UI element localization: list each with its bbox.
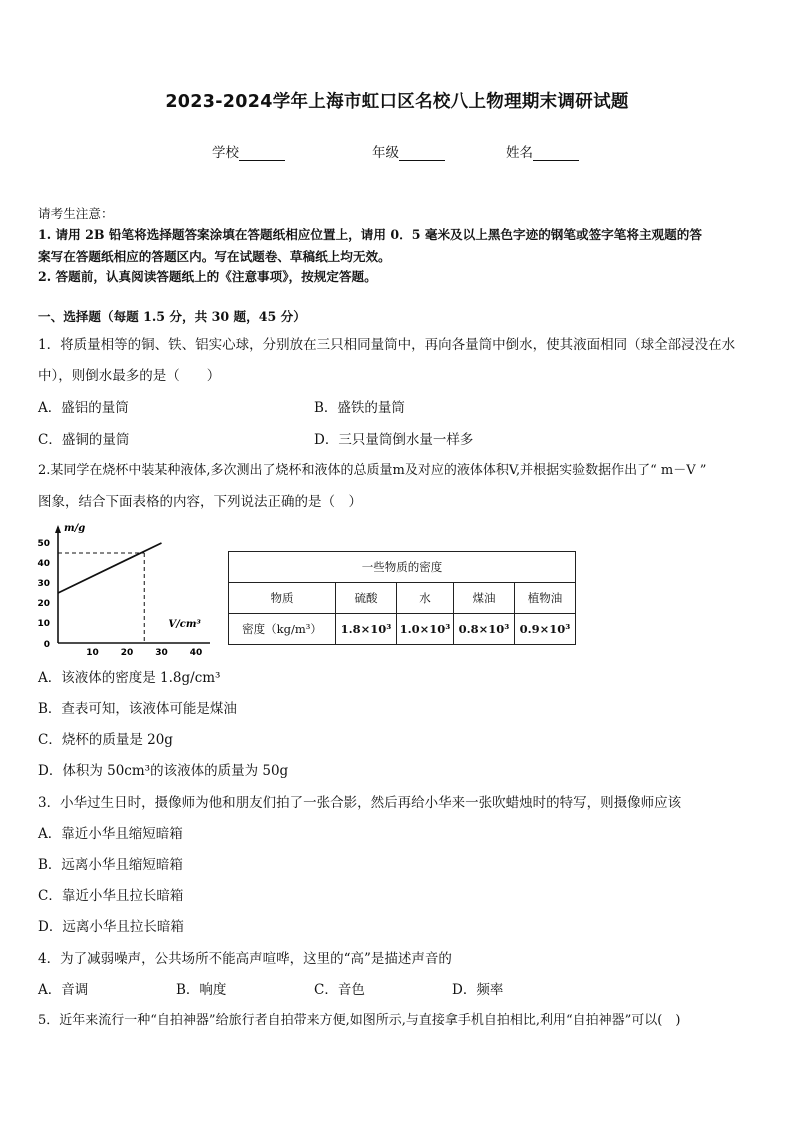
q1-option-c: C．盛铜的量筒 — [38, 432, 130, 448]
grade-field — [372, 141, 445, 161]
y-axis-arrow — [55, 525, 61, 533]
density-table-caption: 一些物质的密度 — [229, 552, 576, 583]
school-label: 学校 — [212, 145, 239, 161]
q2-option-a: A．该液体的密度是 1.8g/cm³ — [38, 670, 221, 686]
y-tick-label: 50 — [37, 539, 50, 549]
table-cell: 0.8×10³ — [454, 614, 515, 645]
table-header: 水 — [397, 583, 454, 614]
y-tick-label: 40 — [37, 559, 50, 569]
q4-option-b: B．响度 — [176, 982, 227, 998]
q5-stem: 5．近年来流行一种“自拍神器”给旅行者自拍带来方便,如图所示,与直接拿手机自拍相比,利用“自拍神器”可以( ) — [38, 1013, 681, 1028]
origin-label: 0 — [43, 640, 50, 650]
q3-option-c: C．靠近小华且拉长暗箱 — [38, 888, 184, 904]
mass-volume-graph — [30, 510, 210, 658]
y-tick-label: 30 — [37, 579, 50, 589]
notice-item-2: 2. 答题前，认真阅读答题纸上的《注意事项》，按规定答题。 — [38, 269, 377, 284]
density-table — [228, 551, 576, 645]
q4-option-c: C．音色 — [314, 982, 365, 998]
y-tick-label: 20 — [37, 599, 50, 609]
q3-option-b: B．远离小华且缩短暗箱 — [38, 857, 183, 873]
table-cell: 1.8×10³ — [336, 614, 397, 645]
q4-option-a: A．音调 — [38, 982, 89, 998]
table-header: 植物油 — [515, 583, 576, 614]
q1-stem-line-1: 1．将质量相等的铜、铁、铝实心球，分别放在三只相同量筒中，再向各量筒中倒水，使其液面相同（球全部浸没在水 — [38, 337, 736, 353]
x-tick-label: 40 — [189, 648, 203, 658]
grade-label: 年级 — [372, 145, 399, 161]
q3-stem: 3．小华过生日时，摄像师为他和朋友们拍了一张合影，然后再给小华来一张吹蜡烛时的特写，则摄像师应该 — [38, 795, 682, 811]
name-label: 姓名 — [506, 145, 533, 161]
table-cell: 1.0×10³ — [397, 614, 454, 645]
q3-option-d: D．远离小华且拉长暗箱 — [38, 919, 184, 935]
q2-option-c: C．烧杯的质量是 20g — [38, 732, 173, 748]
table-header: 煤油 — [454, 583, 515, 614]
q2-stem-line-1: 2.某同学在烧杯中装某种液体,多次测出了烧杯和液体的总质量m及对应的液体体积V,并根据实验数据作出了“ m－V ” — [38, 463, 707, 478]
school-field — [212, 141, 285, 161]
q1-stem-line-2: 中），则倒水最多的是（ ） — [38, 368, 221, 384]
table-header: 物质 — [229, 583, 336, 614]
table-cell: 0.9×10³ — [515, 614, 576, 645]
table-header: 硫酸 — [336, 583, 397, 614]
q2-option-d: D．体积为 50cm³的该液体的质量为 50g — [38, 763, 289, 779]
x-tick-label: 10 — [86, 648, 99, 658]
notice-item-1-line-1: 1. 请用 2B 铅笔将选择题答案涂填在答题纸相应位置上，请用 0．5 毫米及以上黑色字迹的钢笔或签字笔将主观题的答 — [38, 227, 702, 242]
page-title: 2023-2024学年上海市虹口区名校八上物理期末调研试题 — [165, 92, 629, 112]
x-tick-label: 20 — [120, 648, 134, 658]
q1-option-a: A．盛铝的量筒 — [38, 400, 129, 416]
x-axis-label: V/cm³ — [168, 619, 201, 630]
name-field — [506, 141, 579, 161]
y-tick-label: 10 — [37, 619, 50, 629]
q4-option-d: D．频率 — [452, 982, 504, 998]
notice-heading: 请考生注意： — [38, 206, 114, 221]
q2-option-b: B．查表可知，该液体可能是煤油 — [38, 701, 237, 717]
x-tick-label: 30 — [155, 648, 168, 658]
section-heading: 一、选择题（每题 1.5 分，共 30 题，45 分） — [38, 309, 306, 324]
q1-option-d: D．三只量筒倒水量一样多 — [314, 432, 474, 448]
q3-option-a: A．靠近小华且缩短暗箱 — [38, 826, 183, 842]
y-axis-label: m/g — [64, 523, 86, 534]
notice-item-1-line-2: 案写在答题纸相应的答题区内。写在试题卷、草稿纸上均无效。 — [38, 249, 391, 264]
q4-stem: 4．为了减弱噪声，公共场所不能高声喧哗，这里的“高”是描述声音的 — [38, 951, 452, 967]
data-line — [58, 543, 162, 593]
q1-option-b: B．盛铁的量筒 — [314, 400, 405, 416]
q2-stem-line-2: 图象，结合下面表格的内容，下列说法正确的是（ ） — [38, 494, 362, 510]
table-row-label: 密度（kg/m³） — [229, 614, 336, 645]
